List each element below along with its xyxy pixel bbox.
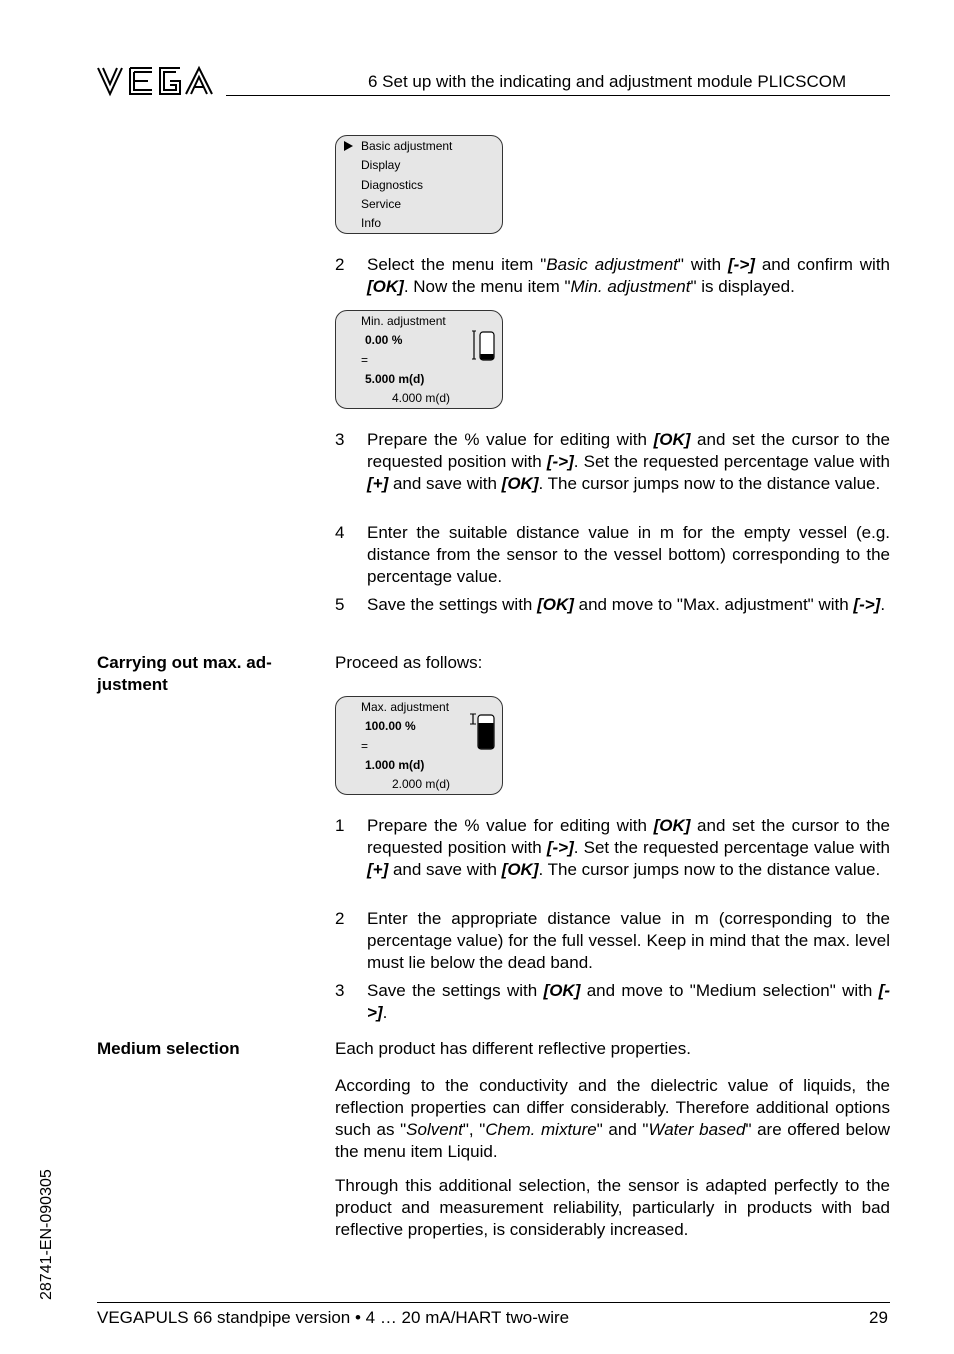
max-step-2: [335, 908, 890, 974]
percent-value: 100.00 %: [365, 719, 416, 733]
menu-item-display: Display: [361, 158, 401, 172]
full-vessel-icon: [470, 711, 498, 753]
measured-distance: 4.000 m(d): [392, 391, 451, 405]
footer-product: VEGAPULS 66 standpipe version • 4 … 20 mA/HART two-wire: [97, 1308, 570, 1327]
measured-distance: 2.000 m(d): [392, 777, 451, 791]
medium-paragraph-2: According to the conductivity and the dielectric value of liquids, the reflection properties can differ considerably. Therefore additional options such as "Solvent", "Chem. mixture" and "Water based" are offered below the menu item Liquid.: [335, 1076, 890, 1161]
step-number: 1: [335, 816, 345, 835]
menu-item-diagnostics: Diagnostics: [361, 178, 424, 192]
menu-item-service: Service: [361, 197, 402, 211]
footer-rule: [97, 1302, 890, 1303]
display-title: Max. adjustment: [361, 700, 450, 714]
section-title: 6 Set up with the indicating and adjustment module PLICSCOM: [368, 72, 847, 91]
step-text: Save the settings with [OK] and move to "Max. adjustment" with [->].: [367, 595, 886, 614]
step-select-basic-adjustment: [335, 254, 890, 298]
max-step-3: [335, 980, 890, 1024]
max-adjustment-display: [335, 696, 503, 795]
step-number: 5: [335, 595, 345, 614]
step-text: Prepare the % value for editing with [OK] and set the cursor to the requested position with [->]. Set the requested percentage value with [+] and save with [OK]. The cursor jumps now to the distance value.: [367, 430, 890, 493]
step-number: 2: [335, 255, 345, 274]
step-text: Enter the appropriate distance value in m (corresponding to the percentage value) for the full vessel. Keep in mind that the max. level must lie below the dead band.: [367, 909, 890, 972]
document-code: 28741-EN-090305: [38, 1169, 55, 1300]
equals-sign: =: [361, 353, 369, 367]
step-number: 2: [335, 909, 345, 928]
display-title: Min. adjustment: [361, 314, 446, 328]
medium-paragraph-1: Each product has different reflective properties.: [335, 1039, 691, 1058]
medium-paragraph-3: Through this additional selection, the sensor is adapted perfectly to the product and measurement reliability, particularly in products with bad reflective properties, is considerably increased.: [335, 1176, 890, 1239]
menu-item-basic-adjustment: Basic adjustment: [361, 139, 453, 153]
step-number: 3: [335, 430, 345, 449]
min-step-4: [335, 522, 890, 588]
percent-value: 0.00 %: [365, 333, 403, 347]
step-text: Prepare the % value for editing with [OK] and set the cursor to the requested position with [->]. Set the requested percentage value with [+] and save with [OK]. The cursor jumps now to the distance value.: [367, 816, 890, 879]
header-rule: [226, 95, 890, 96]
distance-value: 1.000 m(d): [365, 758, 425, 772]
min-adjustment-display: [335, 310, 503, 409]
medium-selection-heading: Medium selection: [97, 1039, 240, 1058]
step-text: Save the settings with [OK] and move to "Medium selection" with [->].: [367, 981, 890, 1022]
pointer-arrow-icon: [344, 141, 353, 151]
max-intro: Proceed as follows:: [335, 653, 483, 672]
page-number: 29: [869, 1308, 888, 1327]
vega-logo: [96, 64, 214, 98]
step-number: 4: [335, 523, 345, 542]
min-step-5: [335, 594, 890, 638]
max-step-1: [335, 815, 890, 903]
step-number: 3: [335, 981, 345, 1000]
step-text: Enter the suitable distance value in m for the empty vessel (e.g. distance from the sensor to the vessel bottom) corresponding to the percentage value.: [367, 523, 890, 586]
max-adjustment-heading: Carrying out max. ad- justment: [97, 653, 272, 694]
distance-value: 5.000 m(d): [365, 372, 425, 386]
menu-display: [335, 135, 503, 234]
step-text: Select the menu item "Basic adjustment" with [->] and confirm with [OK]. Now the menu item "Min. adjustment" is displayed.: [367, 255, 891, 296]
menu-item-info: Info: [361, 216, 382, 230]
equals-sign: =: [361, 739, 369, 753]
min-step-3: [335, 429, 890, 517]
empty-vessel-icon: [472, 329, 498, 363]
